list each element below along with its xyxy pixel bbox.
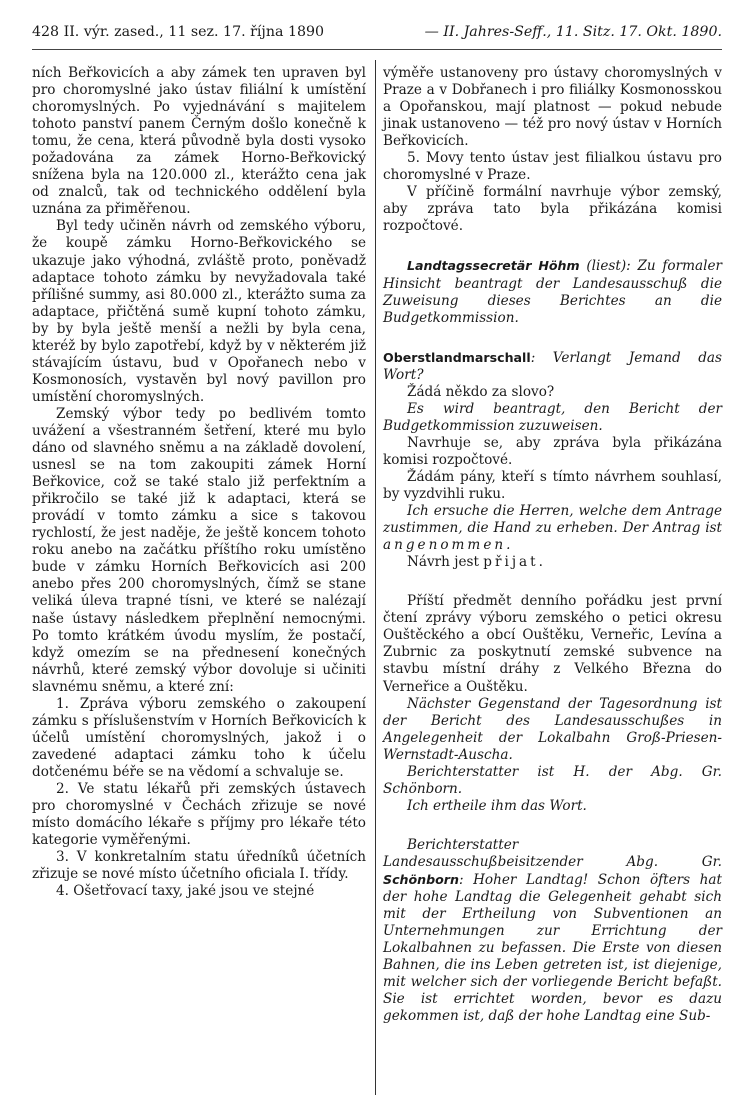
speaker-name: Landtagssecretär Höhm xyxy=(407,258,580,274)
column-divider xyxy=(375,60,376,1095)
text-run: Berichterstatter Landesausschußbeisitzender Abg. Gr. xyxy=(383,836,722,870)
paragraph: Zemský výbor tedy po bedlivém tomto uvážení a všestranném šetření, které mu bylo dáno od slavného sněmu a na základě dovolení, usnesl se na tom zakoupiti zámek Horní Beřkovice, což se také stalo již perfektním a přikročilo se také již k adaptaci, která se provádí v tomto zámku a sice s takovou rychlostí, že jest naděje, že ještě koncem tohoto roku anebo na začátku příštího roku umístěno bude v zámku Horních Beřkovicích asi 200 anebo přes 200 choromyslných, čímž se stane veliká úleva trapné tísni, ve které se nalézají naše ústavy následkem přeplnění nemocnými. Po tomto krátkém úvodu myslím, že postačí, když omezím se na přednesení konečných návrhů, které zemský výbor dovoluje si učiniti slavnému sněmu, a které zní: xyxy=(32,405,366,695)
paragraph: Příští předmět denního pořádku jest první čtení zprávy výboru zemského o petici okresu Ouštěckého a obcí Ouštěku, Verneřic, Levína a Zubrnic za poskytnutí zemské subvence na stavbu místní dráhy z Velkého Března do Verneřice a Ouštěku. xyxy=(383,593,722,695)
paragraph xyxy=(383,554,722,571)
spaced-word: angenommen xyxy=(383,537,507,554)
speech-text: (liest): Zu formaler Hinsicht beantragt der Landesausschuß die Zuweisung dieses Berichtes an die Budgetkommission. xyxy=(383,258,722,326)
proposal-item: 1. Zpráva výboru zemského o zakoupení zámku s příslušenstvím v Horních Beřkovicích k účelů umístění choromyslných, jakož i o zavedené adaptaci zámku toho k účelu dotčenému béře se na vědomí a schvaluje se. xyxy=(32,695,366,780)
speech-text: : Hoher Landtag! Schon öfters hat der hohe Landtag die Gelegenheit gehabt sich mit der Ertheilung von Subventionen an Unternehmungen zur Errichtung der Lokalbahnen zu befassen. Die Erste von diesen Bahnen, die ins Leben getreten ist, ist diejenige, mit welcher sich der vorliegende Bericht befaßt. Sie ist errichtet worden, bevor es dazu gekommen ist, daß der hohe Landtag eine Sub- xyxy=(383,871,722,1025)
text-run: Ich ersuche die Herren, welche dem Antrage zustimmen, die Hand zu erheben. Der Antrag ist xyxy=(383,503,722,537)
left-column xyxy=(32,65,366,900)
paragraph: Nächster Gegenstand der Tagesordnung ist der Bericht des Landesausschußes in Angelegenheit der Lokalbahn Groß-Priesen-Wernstadt-Auscha. xyxy=(383,695,722,763)
proposal-item: 3. V konkretalním statu úředníků účetních zřizuje se nové místo účetního oficiala I. třídy. xyxy=(32,849,366,883)
page-header xyxy=(32,18,722,46)
header-right: — II. Jahres-Seff., 11. Sitz. 17. Okt. 1890. xyxy=(424,24,722,40)
spaced-word: přijat xyxy=(483,554,539,571)
text-run: Návrh jest xyxy=(407,554,484,571)
paragraph: Žádám pány, kteří s tímto návrhem souhlasí, by vyzdvihli ruku. xyxy=(383,468,722,503)
paragraph: Ich ertheile ihm das Wort. xyxy=(407,797,587,814)
speech-text: : Verlangt Jemand das Wort? xyxy=(383,349,722,383)
speech-secretary xyxy=(383,257,722,326)
paragraph: Navrhuje se, aby zpráva byla přikázána komisi rozpočtové. xyxy=(383,434,722,468)
speech-reporter xyxy=(383,837,722,1026)
header-left: 428 II. výr. zased., 11 sez. 17. října 1890 xyxy=(32,24,325,40)
speaker-name: Oberstlandmarschall xyxy=(383,349,531,365)
paragraph: Berichterstatter ist H. der Abg. Gr. Schönborn. xyxy=(383,763,722,797)
text-run: . xyxy=(538,554,543,571)
paragraph: výměře ustanoveny pro ústavy choromyslných v Praze a v Dobřanech i pro filiálky Kosmonosskou a Opořanskou, mají platnost — pokud nebude jinak ustanoveno — též pro nový ústav v Horních Beřkovicích. xyxy=(383,65,722,150)
proposal-item: 5. Movy tento ústav jest filialkou ústavu pro choromyslné v Praze. xyxy=(383,150,722,184)
paragraph: Žádá někdo za slovo? xyxy=(407,383,555,400)
paragraph: ních Beřkovicích a aby zámek ten upraven byl pro choromyslné jako ústav filiální k umístění choromyslných. Po vyjednávání s majitelem tohoto panství panem Černým došlo konečně k tomu, že cena, která původně byla dosti vysoko požadována za zámek Horno-Beřkovický snížena byla na 120.000 zl., kterážto cena jak od znalců, tak od technického oddělení byla uznána za přiměřenou. xyxy=(32,65,366,218)
header-rule xyxy=(32,49,722,50)
paragraph xyxy=(383,503,722,554)
text-run: . xyxy=(506,537,511,554)
proposal-item: 2. Ve statu lékařů při zemských ústavech pro choromyslné v Čechách zřizuje se nové místo domácího lékaře s příjmy pro lékaře této kategorie vyměřenými. xyxy=(32,780,366,849)
paragraph: Byl tedy učiněn návrh od zemského výboru, že koupě zámku Horno-Beřkovického se ukazuje jako výhodná, zvláště proto, poněvadž adaptace tohoto zámku by nevyžadovala také přílišné summy, asi 80.000 zl., kterážto suma za adaptace, přičtěná sumě kupní tohoto zámku, by by byla ještě menší a nežli by byla cena, kteréž by bylo zapotřebí, když by v některém již stávajícím ústavu, bud v Opořanech nebo v Kosmonosích, vystavěn byl nový pavillon pro umístění choromyslných. xyxy=(32,218,366,405)
proposal-item: 4. Ošetřovací taxy, jaké jsou ve stejné xyxy=(56,883,315,900)
right-column xyxy=(383,65,722,1025)
paragraph: V příčině formální navrhuje výbor zemský, aby zpráva tato byla přikázána komisi rozpočtové. xyxy=(383,184,722,235)
speech-marshal xyxy=(383,349,722,384)
speaker-name: Schönborn xyxy=(383,871,459,887)
paragraph: Es wird beantragt, den Bericht der Budgetkommission zuzuweisen. xyxy=(383,400,722,434)
